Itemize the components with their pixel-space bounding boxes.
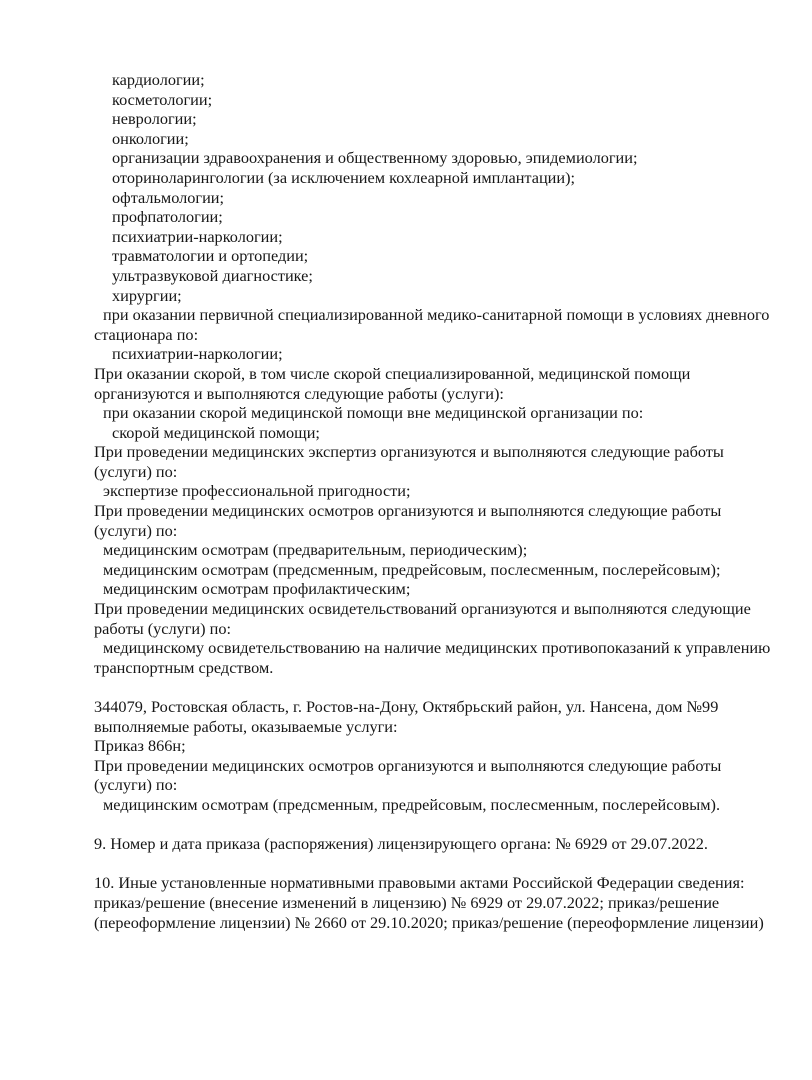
doc-line: офтальмологии; [112,187,225,207]
doc-line: ультразвуковой диагностике; [112,265,313,285]
doc-line: кардиологии; [112,70,205,89]
doc-line: медицинским осмотрам (предсменным, предрейсовым, послесменным, послерейсовым); [103,559,721,579]
doc-line: 10. Иные установленные нормативными правовыми актами Российской Федерации сведения: [94,873,745,893]
doc-line: стационара по: [94,324,199,344]
doc-line: при оказании первичной специализированной медико-санитарной помощи в условиях дневного [103,305,770,325]
doc-line: оториноларингологии (за исключением кохлеарной имплантации); [112,167,576,187]
blank-line [0,677,812,697]
doc-line: Приказ 866н; [94,736,186,756]
doc-line: При проведении медицинских осмотров организуются и выполняются следующие работы [94,755,722,775]
doc-line: (услуги) по: [94,520,178,540]
doc-line: работы (услуги) по: [94,618,232,638]
doc-line: (услуги) по: [94,461,178,481]
doc-line: транспортным средством. [94,657,274,677]
doc-line: травматологии и ортопедии; [112,246,309,266]
doc-line: хирургии; [112,285,182,305]
doc-line: При оказании скорой, в том числе скорой специализированной, медицинской помощи [94,363,691,383]
doc-line: При проведении медицинских осмотров организуются и выполняются следующие работы [94,501,722,521]
doc-line: профпатологии; [112,207,223,227]
doc-line: скорой медицинской помощи; [112,422,320,442]
blank-line [0,815,812,835]
doc-line: медицинскому освидетельствованию на наличие медицинских противопоказаний к управлению [103,638,771,658]
doc-line: онкологии; [112,128,189,148]
doc-line: организуются и выполняются следующие работы (услуги): [94,383,504,403]
doc-line: При проведении медицинских освидетельствований организуются и выполняются следующие [94,599,751,619]
doc-line: при оказании скорой медицинской помощи вне медицинской организации по: [103,403,644,423]
doc-line: медицинским осмотрам профилактическим; [103,579,411,599]
doc-line: 9. Номер и дата приказа (распоряжения) лицензирующего органа: № 6929 от 29.07.2022. [94,834,708,854]
doc-line: экспертизе профессиональной пригодности; [103,481,411,501]
document-text-block [0,70,812,932]
blank-line [0,854,812,874]
doc-line: приказ/решение (внесение изменений в лицензию) № 6929 от 29.07.2022; приказ/решение [94,892,720,912]
doc-line: (услуги) по: [94,775,178,795]
doc-line: медицинским осмотрам (предсменным, предрейсовым, послесменным, послерейсовым). [103,794,721,814]
doc-line: психиатрии-наркологии; [112,226,283,246]
doc-line: медицинским осмотрам (предварительным, периодическим); [103,540,528,560]
doc-line: психиатрии-наркологии; [112,344,283,364]
doc-line: (переоформление лицензии) № 2660 от 29.10.2020; приказ/решение (переоформление лицензии) [94,912,764,932]
doc-line: организации здравоохранения и общественному здоровью, эпидемиологии; [112,148,638,168]
doc-line: 344079, Ростовская область, г. Ростов-на-Дону, Октябрьский район, ул. Нансена, дом №99 [94,697,719,716]
doc-line: косметологии; [112,89,213,109]
doc-line: выполняемые работы, оказываемые услуги: [94,716,398,736]
doc-line: При проведении медицинских экспертиз организуются и выполняются следующие работы [94,442,724,462]
doc-line: неврологии; [112,109,197,129]
